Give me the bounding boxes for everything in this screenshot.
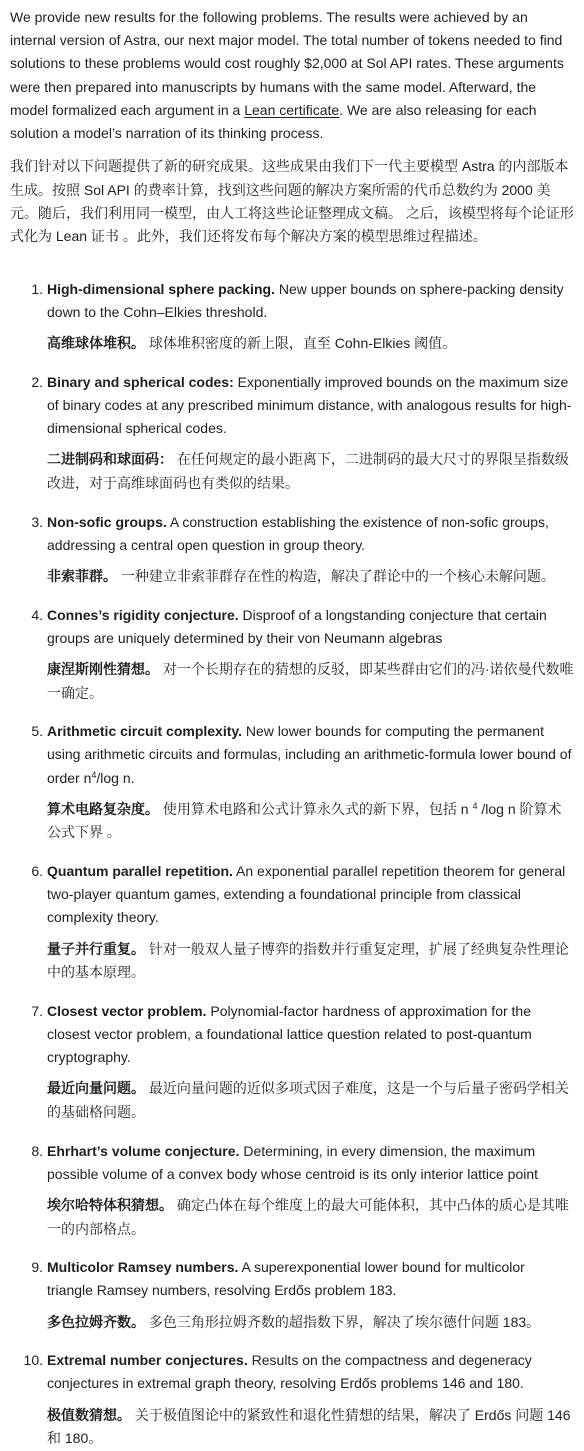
problem-text-zh: 球体堆积密度的新上限，直至 Cohn-Elkies 阈值。 [145,335,457,352]
problem-title-zh: 高维球体堆积。 [47,335,145,352]
problem-title-zh: 二进制码和球面码： [47,451,173,468]
problem-item-8 [10,1140,574,1242]
lean-certificate-link[interactable]: Lean certificate [244,101,340,118]
problem-description-en [47,371,574,441]
problem-text-zh: 关于极值图论中的紧致性和退化性猜想的结果，解决了 Erdős 问题 146 和 180。 [47,1406,571,1447]
problem-item-4 [10,604,574,706]
intro-english [10,6,574,145]
exponent-zh: 4 [472,800,478,811]
problem-text-zh: 最近向量问题的近似多项式因子难度，这是一个与后量子密码学相关的基础格问题。 [47,1080,569,1121]
problem-title-zh: 算术电路复杂度。 [47,800,159,817]
problem-list [10,278,574,1451]
problem-item-1 [10,278,574,356]
problem-title: Closest vector problem. [47,1002,207,1019]
exponent: 4 [91,769,97,780]
problem-text-zh: 多色三角形拉姆齐数的超指数下界，解决了埃尔德什问题 183。 [145,1313,541,1330]
problem-description-zh [47,658,574,705]
problem-title: Extremal number conjectures. [47,1352,248,1369]
problem-text-zh: 针对一般双人量子博弈的指数并行重复定理，扩展了经典复杂性理论中的基本原理。 [47,940,569,981]
problem-text: Polynomial-factor hardness of approximation for the closest vector problem, a foundational lattice question related to post-quantum cryptography. [47,1002,532,1066]
problem-description-zh [47,1404,574,1451]
problem-number: 8. [31,1142,43,1159]
problem-description-en [47,604,574,650]
problem-text: New upper bounds on sphere-packing density down to the Cohn–Elkies threshold. [47,280,564,321]
problem-description-zh [47,1077,574,1124]
problem-description-en [47,1256,574,1302]
problem-description-zh [47,798,574,845]
problem-item-9 [10,1256,574,1334]
problem-item-7 [10,1000,574,1125]
problem-description-zh [47,448,574,495]
problem-text: Determining, in every dimension, the maximum possible volume of a convex body whose centroid is its only interior lattice point [47,1142,539,1182]
problem-title: Quantum parallel repetition. [47,863,233,880]
problem-number: 5. [31,723,43,740]
problem-number: 1. [31,280,43,297]
problem-number: 7. [31,1002,43,1019]
problem-description-zh [47,938,574,985]
problem-text: Disproof of a longstanding conjecture that certain groups are uniquely determined by their von Neumann algebras [47,606,547,646]
problem-text: A construction establishing the existence of non-sofic groups, addressing a central open question in group theory. [47,513,549,553]
problem-text: Results on the compactness and degeneracy conjectures in extremal graph theory, resolving Erdős problems 146 and 180. [47,1352,532,1392]
problem-title: Arithmetic circuit complexity. [47,723,243,740]
intro-text-before-link: We provide new results for the following problems. The results were achieved by an internal version of Astra, our next major model. The total number of tokens needed to find solutions to these problems would cost roughly $2,000 at Sol API rates. These arguments were then prepared into manuscripts by humans with the same model. Afterward, the model formalized each argument in a [10,9,564,118]
problem-title-zh: 埃尔哈特体积猜想。 [47,1197,173,1214]
problem-number: 4. [31,606,43,623]
problem-title-zh: 最近向量问题。 [47,1080,145,1097]
problem-title-zh: 康涅斯刚性猜想。 [47,661,159,678]
problem-item-3 [10,511,574,589]
problem-number: 3. [31,513,43,530]
problem-text-tail: /log n. [96,769,135,786]
problem-item-6 [10,860,574,985]
problem-number: 9. [31,1259,43,1276]
problem-description-zh [47,565,574,589]
problem-number: 10. [23,1352,43,1369]
problem-description-en [47,1000,574,1070]
problem-description-en [47,1349,574,1395]
problem-description-en [47,720,574,790]
problem-title-zh: 非索菲群。 [47,568,117,585]
problem-text-zh: 确定凸体在每个维度上的最大可能体积，其中凸体的质心是其唯一的内部格点。 [47,1197,569,1237]
intro-chinese: 我们针对以下问题提供了新的研究成果。这些成果由我们下一代主要模型 Astra 的内部版本生成。按照 Sol API 的费率计算，找到这些问题的解决方案所需的代币总数约为 2000 美元。随后，我们利用同一模型，由人工将这些论证整理成文稿。 之后，该模型将每个论证形式化为 Lean 证书 。此外，我们还将发布每个解决方案的模型思维过程描述。 [10,158,574,245]
problem-item-5 [10,720,574,845]
problem-item-10 [10,1349,574,1451]
problem-description-zh [47,332,574,356]
problem-title: Binary and spherical codes: [47,373,234,390]
problem-text-zh-tail: /log n 阶算术公式下界 。 [47,800,562,841]
problem-description-zh [47,1194,574,1241]
problem-text-zh: 对一个长期存在的猜想的反驳，即某些群由它们的冯·诺依曼代数唯一确定。 [47,661,574,701]
problem-text: An exponential parallel repetition theorem for general two-player quantum games, extending a foundational principle from classical complexity theory. [47,863,566,926]
problem-text-zh: 使用算术电路和公式计算永久式的新下界，包括 n [159,800,473,817]
intro-text-after-link: . We are also releasing for each solution a model’s narration of its thinking process. [10,101,537,142]
problem-description-en [47,860,574,930]
problem-description-en [47,511,574,557]
problem-title: Ehrhart’s volume conjecture. [47,1142,240,1159]
problem-title: High-dimensional sphere packing. [47,280,275,297]
problem-item-2 [10,371,574,496]
problem-number: 2. [31,373,43,390]
problem-text-zh: 一种建立非索菲群存在性的构造，解决了群论中的一个核心未解问题。 [117,568,555,585]
problem-title-zh: 量子并行重复。 [47,940,145,957]
problem-text: A superexponential lower bound for multicolor triangle Ramsey numbers, resolving Erdős problem 183. [47,1259,525,1299]
problem-title: Non-sofic groups. [47,513,167,530]
problem-title-zh: 多色拉姆齐数。 [47,1313,145,1330]
problem-title-zh: 极值数猜想。 [47,1406,131,1423]
problem-description-en [47,278,574,324]
problem-description-en [47,1140,574,1186]
problem-title: Connes’s rigidity conjecture. [47,606,239,623]
problem-description-zh [47,1311,574,1335]
problem-number: 6. [31,863,43,880]
problem-text: New lower bounds for computing the permanent using arithmetic circuits and formulas, including an arithmetic-formula lower bound of order n [47,723,572,786]
problem-text-zh: 在任何规定的最小距离下，二进制码的最大尺寸的界限呈指数级改进，对于高维球面码也有类似的结果。 [47,451,569,492]
problem-title: Multicolor Ramsey numbers. [47,1259,239,1276]
problem-text: Exponentially improved bounds on the maximum size of binary codes at any prescribed minimum distance, with analogous results for high-dimensional spherical codes. [47,373,572,437]
